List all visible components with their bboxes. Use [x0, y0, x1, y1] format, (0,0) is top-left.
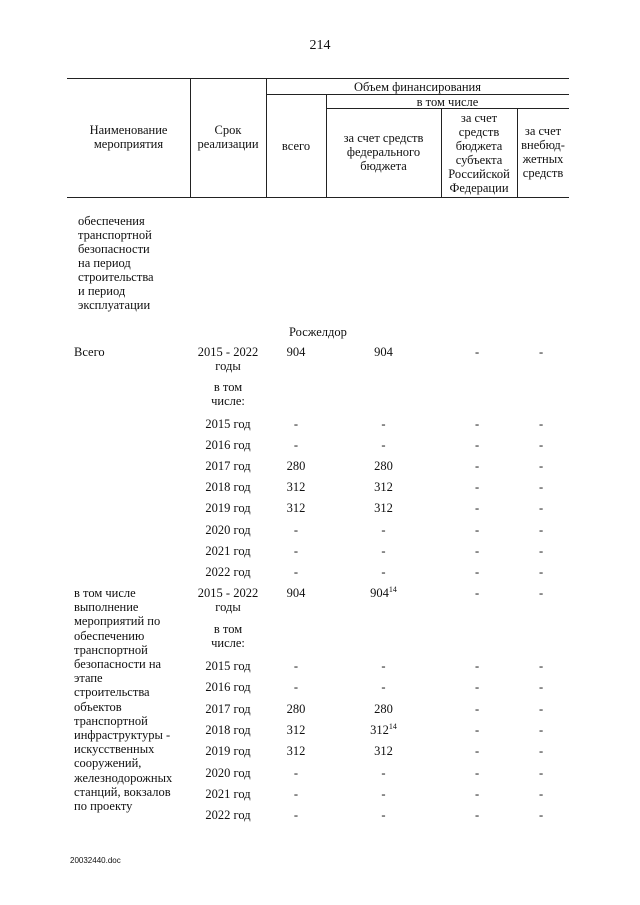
row-total: - — [293, 438, 299, 453]
row-total: 280 — [286, 701, 306, 716]
row-offbudget: - — [539, 744, 544, 759]
section-title: Росжелдор — [289, 325, 347, 339]
row-federal: $312^{14}$ — [370, 721, 397, 737]
row-federal: - — [381, 417, 386, 431]
header-offbudget: за счет внебюд- жетных средств — [521, 124, 565, 180]
row-offbudget: - — [539, 501, 544, 516]
row-regional: - — [475, 722, 480, 737]
row-regional: - — [475, 543, 480, 558]
row-regional: - — [475, 501, 480, 516]
row-regional: - — [475, 459, 480, 474]
row-offbudget: - — [539, 564, 544, 579]
row-offbudget: - — [539, 417, 544, 431]
row-federal: - — [381, 786, 386, 801]
group2-total: 904 — [286, 586, 306, 600]
footer-filename: 20032440.doc — [70, 856, 121, 865]
row-year: 2020 год — [205, 765, 251, 780]
row-year: 2021 год — [205, 786, 251, 801]
row-federal: - — [381, 522, 386, 537]
row-regional: - — [475, 659, 480, 673]
row-total: - — [293, 417, 299, 431]
row-total: 280 — [286, 459, 306, 474]
row-federal: - — [381, 659, 386, 673]
row-offbudget: - — [539, 786, 544, 801]
group1-name: Всего — [74, 345, 105, 359]
row-year: 2020 год — [205, 522, 251, 537]
row-year: 2015 год — [205, 659, 251, 673]
row-federal: - — [381, 808, 386, 823]
header-name: Наименование мероприятия — [89, 123, 168, 151]
group2-regional: - — [475, 586, 480, 600]
row-year: 2022 год — [205, 808, 251, 823]
header-period: Срок реализации — [197, 123, 259, 151]
row-federal: 312 — [374, 480, 393, 495]
group2-period: 2015 - 2022 годы — [197, 586, 259, 614]
row-total: 312 — [286, 744, 306, 759]
row-federal: - — [381, 438, 386, 453]
header-regional: за счет средств бюджета субъекта Российской Федерации — [448, 111, 510, 195]
row-total: - — [293, 659, 299, 673]
row-total: 312 — [286, 501, 306, 516]
footnote-ref: 14 — [388, 721, 397, 731]
row-federal: 312 — [374, 744, 393, 759]
row-regional: - — [475, 417, 480, 431]
group2-federal: $904^{14}$ — [370, 584, 397, 600]
row-total: - — [293, 765, 299, 780]
continued-item-name: обеспечения транспортной безопасности на период строительства и период эксплуатации — [78, 214, 154, 312]
row-regional: - — [475, 786, 480, 801]
row-regional: - — [475, 564, 480, 579]
row-regional: - — [475, 522, 480, 537]
row-total: 312 — [286, 480, 306, 495]
row-federal: 312 — [374, 501, 393, 516]
header-including: в том числе — [416, 95, 479, 109]
group2-including: в том числе: — [211, 622, 245, 650]
row-total: - — [293, 543, 299, 558]
row-total: - — [293, 564, 299, 579]
row-year: 2016 год — [205, 438, 251, 453]
row-federal: 280 — [374, 701, 393, 716]
row-offbudget: - — [539, 438, 544, 453]
row-regional: - — [475, 438, 480, 453]
row-offbudget: - — [539, 659, 544, 673]
row-offbudget: - — [539, 765, 544, 780]
group1-offbudget: - — [539, 345, 544, 359]
row-offbudget: - — [539, 722, 544, 737]
row-year: 2018 год — [205, 480, 251, 495]
row-year: 2019 год — [205, 744, 251, 759]
row-offbudget: - — [539, 680, 544, 695]
row-federal: - — [381, 564, 386, 579]
group1-total: 904 — [286, 345, 306, 359]
header-volume: Объем финансирования — [354, 80, 481, 94]
group2-name: в том числе выполнение мероприятий по обеспечению транспортной безопасности на этапе строительства объектов транспортной инфраструктуры - искусственных сооружений, железнодорожных станций, вокзалов по проекту — [74, 586, 173, 814]
row-year: 2017 год — [205, 701, 251, 716]
row-year: 2018 год — [205, 722, 251, 737]
group1-including: в том числе: — [211, 380, 245, 408]
row-regional: - — [475, 744, 480, 759]
row-federal: 280 — [374, 459, 393, 474]
group1-period: 2015 - 2022 годы — [197, 345, 259, 373]
row-total: - — [293, 680, 299, 695]
row-year: 2015 год — [205, 417, 251, 431]
row-year: 2021 год — [205, 543, 251, 558]
row-offbudget: - — [539, 480, 544, 495]
row-offbudget: - — [539, 522, 544, 537]
row-regional: - — [475, 680, 480, 695]
group1-federal: 904 — [374, 345, 393, 359]
row-regional: - — [475, 765, 480, 780]
row-regional: - — [475, 808, 480, 823]
group2-offbudget: - — [539, 586, 544, 600]
header-total: всего — [281, 139, 311, 153]
row-federal: - — [381, 765, 386, 780]
page-number: 214 — [309, 38, 331, 53]
footnote-ref: 14 — [388, 584, 397, 594]
row-federal: - — [381, 680, 386, 695]
row-year: 2019 год — [205, 501, 251, 516]
row-offbudget: - — [539, 543, 544, 558]
row-regional: - — [475, 480, 480, 495]
row-total: - — [293, 808, 299, 823]
row-federal: - — [381, 543, 386, 558]
row-year: 2016 год — [205, 680, 251, 695]
row-offbudget: - — [539, 701, 544, 716]
row-year: 2022 год — [205, 564, 251, 579]
row-total: - — [293, 786, 299, 801]
row-offbudget: - — [539, 459, 544, 474]
group1-regional: - — [475, 345, 480, 359]
row-total: 312 — [286, 722, 306, 737]
row-offbudget: - — [539, 808, 544, 823]
row-regional: - — [475, 701, 480, 716]
header-federal: за счет средств федерального бюджета — [343, 131, 424, 173]
row-year: 2017 год — [205, 459, 251, 474]
row-total: - — [293, 522, 299, 537]
